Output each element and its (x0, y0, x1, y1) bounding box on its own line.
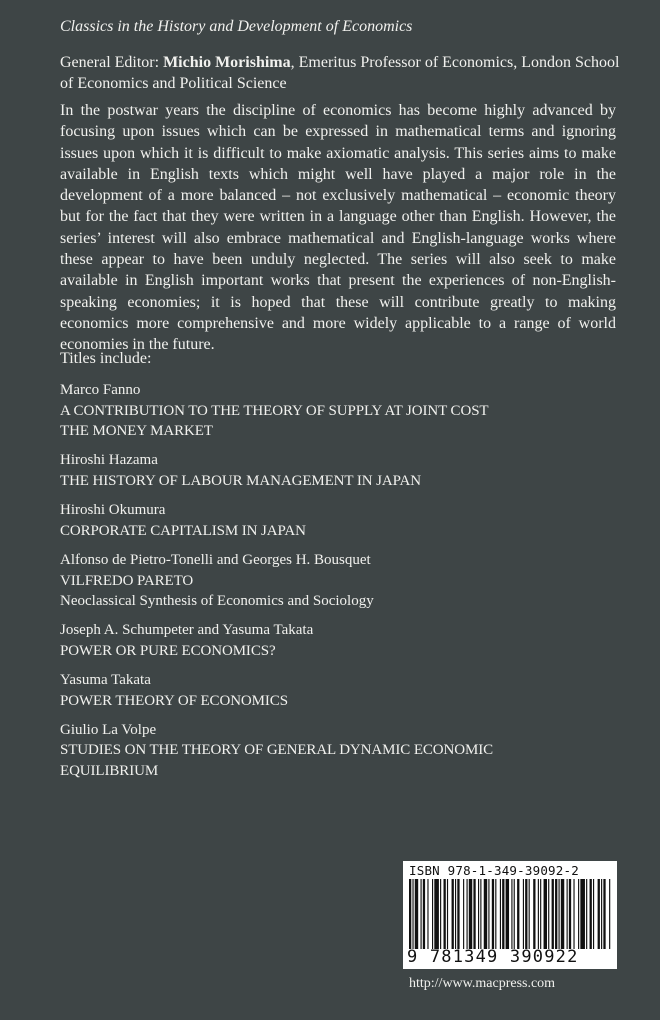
barcode-bar (452, 879, 454, 949)
barcode-bar (580, 879, 585, 949)
barcode-bar (590, 879, 592, 949)
book-title: THE MONEY MARKET (60, 423, 213, 440)
publisher-url: http://www.macpress.com (409, 976, 556, 991)
barcode-bar (412, 879, 413, 949)
barcode-bar (523, 879, 524, 949)
barcode-bar (488, 879, 489, 949)
barcode-bar (533, 879, 535, 949)
barcode-bar (467, 879, 468, 949)
author: Joseph A. Schumpeter and Yasuma Takata (60, 622, 314, 639)
barcode-bar (514, 879, 515, 949)
barcode-bar (517, 879, 519, 949)
book-title: VILFREDO PARETO (60, 572, 194, 589)
barcode-bar (540, 879, 541, 949)
list-item (60, 720, 620, 782)
barcode-bar (559, 879, 560, 949)
isbn-barcode (403, 861, 617, 969)
barcode-bar (567, 879, 568, 949)
barcode-bar (609, 879, 610, 949)
book-title: POWER THEORY OF ECONOMICS (60, 692, 288, 709)
barcode-bar (555, 879, 557, 949)
list-item (60, 620, 620, 661)
barcode-bar (502, 879, 504, 949)
book-title: POWER OR PURE ECONOMICS? (60, 642, 276, 659)
author: Alfonso de Pietro-Tonelli and Georges H. Bousquet (60, 551, 371, 568)
barcode-bar (538, 879, 539, 949)
barcode-bar (578, 879, 579, 949)
book-title: CORPORATE CAPITALISM IN JAPAN (60, 522, 306, 539)
barcode-bar (586, 879, 587, 949)
titles-heading: Titles include: (60, 350, 152, 367)
series-title: Classics in the History and Development of Economics (60, 18, 413, 35)
author: Marco Fanno (60, 382, 141, 398)
book-title: STUDIES ON THE THEORY OF GENERAL DYNAMIC ECONOMIC (60, 742, 494, 759)
editor-prefix: General Editor: (60, 54, 164, 71)
book-title: THE HISTORY OF LABOUR MANAGEMENT IN JAPAN (60, 472, 421, 489)
barcode-bar (495, 879, 496, 949)
barcode-bar (409, 879, 411, 949)
barcode-bar (457, 879, 459, 949)
series-description: In the postwar years the discipline of economics has become highly advanced by focusing upon issues which can be expressed in mathematical terms and ignoring issues upon which it is difficult to make axiomatic analysis. This series aims to make available in English texts which might well have played a major role in the development of a more balanced – not exclusively mathematical – economic theory but for the fact that they were written in a language other than English. However, the series’ interest will also embrace mathematical and English-language works where these appear to have been unduly neglected. The series will also seek to make available in English important works that present the experiences of non-English-speaking economies; it is hoped that these will contribute greatly to making economics more comprehensive and more widely applicable to a range of world economies in the future. (60, 102, 616, 354)
author: Yasuma Takata (60, 672, 151, 689)
barcode-bar (601, 879, 602, 949)
barcode-bar (447, 879, 448, 949)
barcode-bar (421, 879, 422, 949)
barcode-bar (598, 879, 600, 949)
list-item (60, 450, 620, 491)
barcode-bar (603, 879, 605, 949)
barcode-bar (444, 879, 446, 949)
barcode-bar (561, 879, 564, 949)
barcode-bar (492, 879, 494, 949)
author: Hiroshi Hazama (60, 452, 158, 469)
barcode-bar (480, 879, 481, 949)
barcode-bar (552, 879, 554, 949)
author: Giulio La Volpe (60, 721, 157, 738)
editor-description: , Emeritus Professor of Economics, London School of Economics and Political Science (60, 54, 620, 92)
author: Hiroshi Okumura (60, 502, 166, 519)
barcode-bar (455, 879, 456, 949)
barcode-bar (478, 879, 479, 949)
barcode-bar (434, 879, 439, 949)
book-title: A CONTRIBUTION TO THE THEORY OF SUPPLY AT JOINT COST (60, 402, 489, 419)
editor-name: Michio Morishima (163, 54, 291, 71)
barcode-bar (415, 879, 418, 949)
barcode-bar (511, 879, 512, 949)
barcode-bar (427, 879, 428, 949)
barcode-bar (484, 879, 487, 949)
barcode-bar (573, 879, 574, 949)
barcode-bar (440, 879, 441, 949)
barcode-bar (463, 879, 464, 949)
barcode-bar (469, 879, 472, 949)
list-item (60, 500, 620, 541)
barcode-bar (593, 879, 594, 949)
barcode-bar (569, 879, 571, 949)
list-item (60, 670, 620, 711)
list-item (60, 380, 620, 442)
book-subtitle: Neoclassical Synthesis of Economics and Sociology (60, 593, 374, 610)
barcode-bar (500, 879, 501, 949)
barcode-bar (525, 879, 527, 949)
general-editor (60, 52, 620, 94)
barcode-bar (432, 879, 433, 949)
barcode-bar (529, 879, 530, 949)
book-title: EQUILIBRIUM (60, 763, 159, 780)
barcode-bar (473, 879, 475, 949)
titles-list (60, 380, 620, 790)
barcode-bar (548, 879, 549, 949)
barcode-bars (407, 879, 613, 949)
list-item (60, 550, 620, 612)
isbn-label: ISBN 978-1-349-39092-2 (409, 863, 579, 878)
barcode-bar (423, 879, 425, 949)
barcode-bar (506, 879, 509, 949)
barcode-bar (544, 879, 547, 949)
barcode-digits: 9 781349 390922 (407, 947, 579, 967)
